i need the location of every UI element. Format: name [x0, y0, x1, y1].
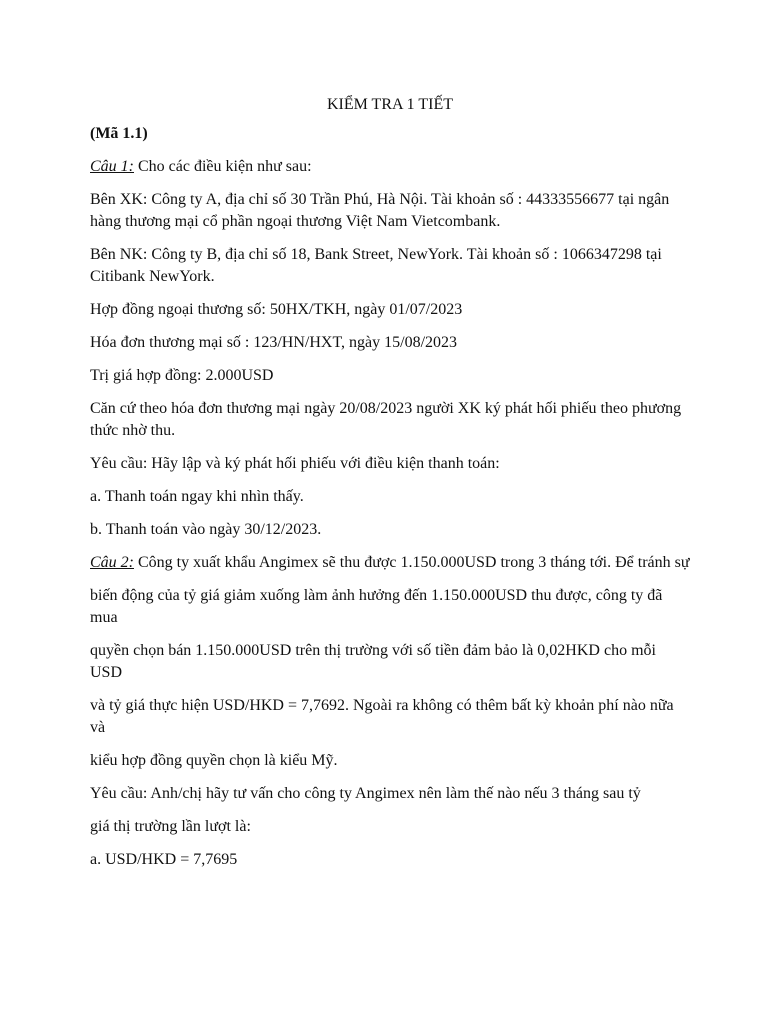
question-2-intro: Công ty xuất khẩu Angimex sẽ thu được 1.150.000USD trong 3 tháng tới. Để tránh sự — [134, 554, 690, 571]
q1-paragraph: Bên XK: Công ty A, địa chỉ số 30 Trần Phú, Hà Nội. Tài khoản số : 44333556677 tại ngân hàng thương mại cổ phần ngoại thương Việt Nam Vietcombank. — [90, 191, 670, 230]
q2-paragraph: a. USD/HKD = 7,7695 — [90, 851, 238, 868]
question-2-label: Câu 2: — [90, 554, 134, 571]
q1-paragraph: a. Thanh toán ngay khi nhìn thấy. — [90, 488, 304, 505]
q1-paragraph: Trị giá hợp đồng: 2.000USD — [90, 367, 274, 384]
document-page — [90, 94, 690, 882]
question-1-intro: Cho các điều kiện như sau: — [134, 158, 312, 175]
document-title: KIỂM TRA 1 TIẾT — [326, 96, 454, 113]
q1-paragraph: b. Thanh toán vào ngày 30/12/2023. — [90, 521, 322, 538]
q2-paragraph: kiểu hợp đồng quyền chọn là kiểu Mỹ. — [90, 752, 338, 769]
q1-paragraph: Yêu cầu: Hãy lập và ký phát hối phiếu với điều kiện thanh toán: — [90, 455, 500, 472]
question-1-heading — [90, 156, 690, 178]
q2-paragraph: quyền chọn bán 1.150.000USD trên thị trường với số tiền đảm bảo là 0,02HKD cho mỗi USD — [90, 642, 656, 681]
q2-paragraph: biến động của tỷ giá giảm xuống làm ảnh hưởng đến 1.150.000USD thu được, công ty đã mua — [90, 587, 663, 626]
q1-paragraph: Hóa đơn thương mại số : 123/HN/HXT, ngày 15/08/2023 — [90, 334, 458, 351]
question-1-label: Câu 1: — [90, 158, 134, 175]
q1-paragraph: Bên NK: Công ty B, địa chỉ số 18, Bank Street, NewYork. Tài khoản số : 1066347298 tại Citibank NewYork. — [90, 246, 662, 285]
q2-paragraph: và tỷ giá thực hiện USD/HKD = 7,7692. Ngoài ra không có thêm bất kỳ khoản phí nào nữa và — [90, 697, 674, 736]
q2-paragraph: giá thị trường lần lượt là: — [90, 818, 251, 835]
q1-paragraph: Căn cứ theo hóa đơn thương mại ngày 20/08/2023 người XK ký phát hối phiếu theo phương thức nhờ thu. — [90, 400, 682, 439]
q2-paragraph: Yêu cầu: Anh/chị hãy tư vấn cho công ty Angimex nên làm thế nào nếu 3 tháng sau tỷ — [90, 785, 641, 802]
q1-paragraph: Hợp đồng ngoại thương số: 50HX/TKH, ngày 01/07/2023 — [90, 301, 463, 318]
question-2-heading — [90, 552, 690, 574]
exam-code: (Mã 1.1) — [90, 125, 148, 142]
